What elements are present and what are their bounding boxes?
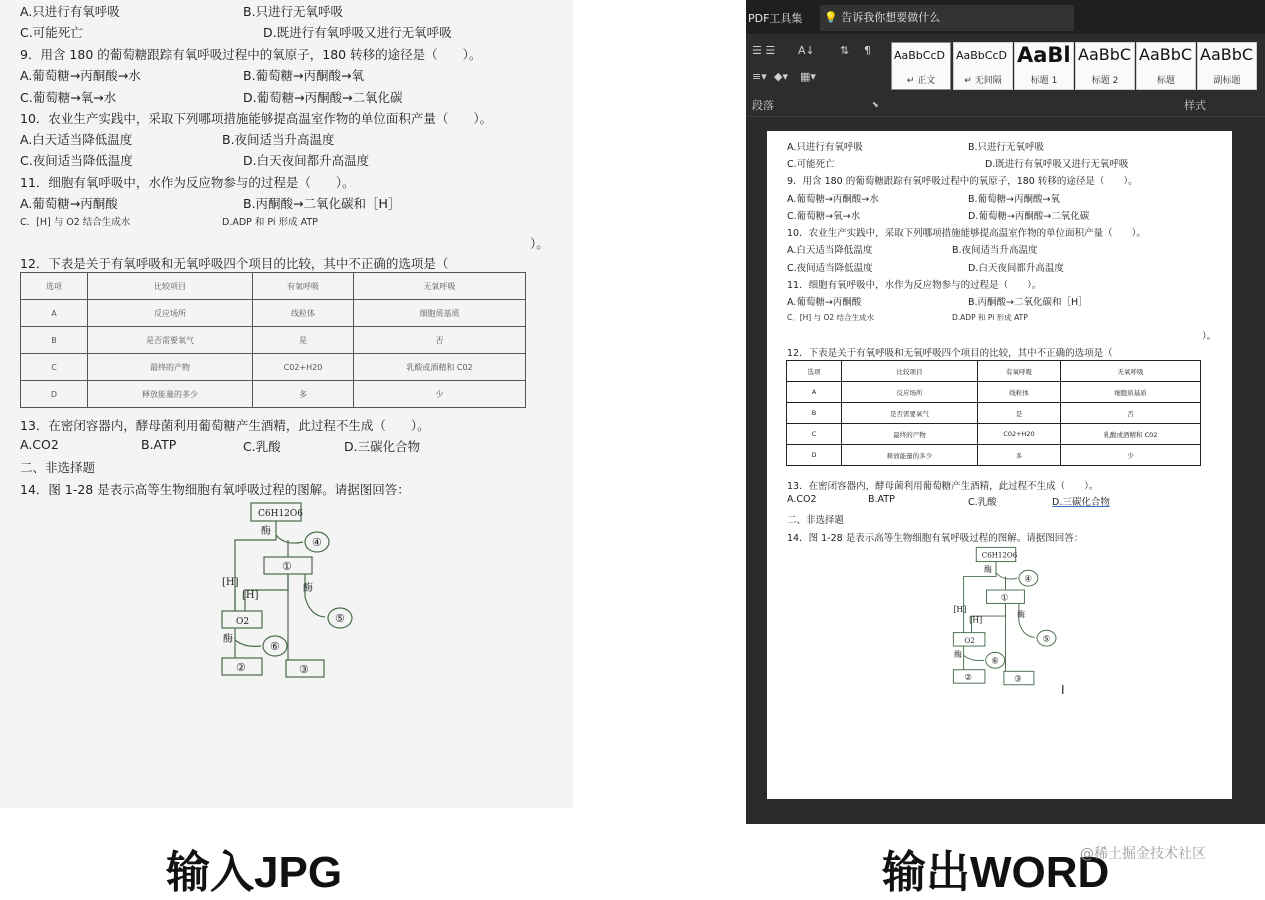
table-cell: 反应场所 — [842, 382, 978, 403]
input-label: 输入JPG — [166, 848, 343, 897]
label-2: ② — [236, 661, 246, 674]
table-cell: A — [787, 382, 842, 403]
label-5: ⑤ — [1042, 634, 1051, 645]
text-line: C.葡萄糖→氧→水 — [787, 211, 861, 222]
respiration-diagram — [215, 500, 375, 690]
text-line: B.ATP — [868, 494, 895, 505]
text-line: A.白天适当降低温度 — [787, 245, 873, 256]
table-header-cell: 有氧呼吸 — [978, 361, 1061, 382]
label-4: ④ — [312, 536, 322, 549]
table-cell: 否 — [1061, 403, 1201, 424]
style-name: 标题 — [1156, 76, 1175, 86]
enzyme-label: 酶 — [954, 650, 963, 660]
table-cell: 是 — [253, 327, 354, 354]
style-sample: AaBbC — [1200, 45, 1254, 64]
text-line: B.丙酮酸→二氧化碳和［H］ — [243, 196, 401, 211]
ribbon — [746, 34, 1265, 117]
tell-me-text: 告诉我你想要做什么 — [841, 11, 941, 24]
document-page[interactable] — [767, 131, 1232, 799]
text-line: 11．细胞有氧呼吸中，水作为反应物参与的过程是（ ）。 — [787, 280, 1042, 291]
table-header-cell: 有氧呼吸 — [253, 273, 354, 300]
table-cell: 细胞质基质 — [1061, 382, 1201, 403]
table-header-cell: 无氧呼吸 — [354, 273, 526, 300]
h-label: [H] — [222, 577, 239, 588]
h-label: [H] — [969, 615, 983, 625]
style-sample: AaBbC — [1139, 45, 1193, 64]
style-no-spacing[interactable] — [953, 42, 1013, 90]
text-line: A.只进行有氧呼吸 — [787, 142, 863, 153]
table-cell: 是否需要氧气 — [842, 403, 978, 424]
label-3: ③ — [1014, 674, 1022, 685]
style-name: ↵ 无间隔 — [964, 76, 1002, 86]
text-line: 14．图 1-28 是表示高等生物细胞有氧呼吸过程的图解。请据图回答： — [787, 533, 1084, 544]
table-header-cell: 选项 — [787, 361, 842, 382]
style-title[interactable] — [1136, 42, 1196, 90]
style-name: 副标题 — [1213, 76, 1241, 86]
style-sample: AaBl — [1017, 43, 1071, 67]
table-header-cell: 比较项目 — [88, 273, 253, 300]
table-header-row — [787, 361, 1201, 382]
table-row — [787, 445, 1201, 466]
table-cell: 是否需要氧气 — [88, 327, 253, 354]
table-cell: 少 — [354, 381, 526, 408]
table-cell: 释放能量的多少 — [842, 445, 978, 466]
table-cell: B — [787, 403, 842, 424]
label-3: ③ — [299, 663, 309, 676]
text-line: B.葡萄糖→丙酮酸→氧 — [968, 194, 1060, 205]
h-label: [H] — [953, 605, 967, 615]
text-line: 12．下表是关于有氧呼吸和无氧呼吸四个项目的比较，其中不正确的选项是（ — [20, 256, 449, 271]
text-line: C.夜间适当降低温度 — [787, 263, 873, 274]
text-line: D.既进行有氧呼吸又进行无氧呼吸 — [985, 159, 1129, 170]
lightbulb-icon: 💡 — [824, 11, 838, 24]
tab-pdf-tools[interactable]: PDF工具集 — [748, 12, 803, 25]
align-icon[interactable]: ☰ ☰ — [752, 44, 776, 57]
label-1: ① — [282, 560, 292, 573]
text-line: D.白天夜间都升高温度 — [243, 153, 370, 168]
text-line: B.夜间适当升高温度 — [222, 132, 335, 147]
comparison-table — [20, 272, 526, 408]
paragraph-group-label: 段落 — [752, 99, 774, 112]
enzyme-label: 酶 — [261, 526, 271, 537]
text-line: A.CO2 — [787, 494, 817, 505]
glucose-label: C6H12O6 — [981, 550, 1018, 560]
enzyme-label: 酶 — [984, 564, 993, 574]
table-cell: C02+H20 — [253, 354, 354, 381]
table-cell: 反应场所 — [88, 300, 253, 327]
text-line: B.葡萄糖→丙酮酸→氧 — [243, 68, 364, 83]
tell-me-search[interactable] — [820, 5, 1074, 31]
enzyme-label: 酶 — [1017, 609, 1026, 619]
label-6: ⑥ — [991, 656, 1000, 667]
table-row — [21, 327, 526, 354]
line-spacing-icon[interactable]: ≡▾ — [752, 70, 767, 83]
text-line: D.既进行有氧呼吸又进行无氧呼吸 — [263, 25, 452, 40]
style-name: ↵ 正文 — [906, 76, 936, 86]
enzyme-label: 酶 — [303, 583, 313, 594]
table-cell: 少 — [1061, 445, 1201, 466]
enzyme-label: 酶 — [223, 634, 233, 645]
text-line: A.白天适当降低温度 — [20, 132, 133, 147]
table-header-cell: 无氧呼吸 — [1061, 361, 1201, 382]
sort-order-icon[interactable]: ⇅ — [840, 44, 850, 57]
table-cell: A — [21, 300, 88, 327]
text-line: 13．在密闭容器内，酵母菌利用葡萄糖产生酒精，此过程不生成（ ）。 — [787, 481, 1099, 492]
table-header-cell: 比较项目 — [842, 361, 978, 382]
text-line: 二、非选择题 — [20, 460, 96, 475]
table-cell: 最终的产物 — [842, 424, 978, 445]
text-line: B.丙酮酸→二氧化碳和［H］ — [968, 297, 1088, 308]
text-cursor: I — [1061, 683, 1065, 697]
table-row — [787, 403, 1201, 424]
table-row — [21, 354, 526, 381]
label-5: ⑤ — [335, 612, 345, 625]
table-header-row — [21, 273, 526, 300]
sort-icon[interactable]: A↓ — [798, 44, 815, 57]
output-label: 输出WORD — [882, 848, 1110, 897]
text-line: C．[H] 与 O2 结合生成水 — [787, 313, 875, 322]
text-line: 9．用含 180 的葡萄糖跟踪有氧呼吸过程中的氧原子，180 转移的途径是（ ）。 — [787, 176, 1138, 187]
table-header-cell: 选项 — [21, 273, 88, 300]
o2-label: O2 — [964, 635, 975, 645]
style-sample: AaBbC — [1078, 45, 1132, 64]
table-row — [787, 382, 1201, 403]
text-line: 10．农业生产实践中，采取下列哪项措施能够提高温室作物的单位面积产量（ ）。 — [787, 228, 1146, 239]
label-6: ⑥ — [270, 640, 280, 653]
input-jpg-page — [0, 0, 573, 808]
text-line: D.葡萄糖→丙酮酸→二氧化碳 — [243, 90, 403, 105]
text-line: C.乳酸 — [243, 439, 281, 454]
table-cell: C02+H20 — [978, 424, 1061, 445]
word-window — [746, 0, 1265, 824]
table-cell: D — [21, 381, 88, 408]
label-1: ① — [1000, 593, 1009, 604]
label-4: ④ — [1024, 574, 1033, 585]
text-line: 二、非选择题 — [787, 515, 845, 526]
show-marks-icon[interactable]: ¶ — [864, 44, 871, 57]
table-cell: 最终的产物 — [88, 354, 253, 381]
text-line: A.葡萄糖→丙酮酸 — [20, 196, 118, 211]
table-cell: 线粒体 — [978, 382, 1061, 403]
text-line: C.可能死亡 — [20, 25, 83, 40]
table-row — [787, 424, 1201, 445]
comparison-table — [786, 360, 1201, 466]
text-line: A.葡萄糖→丙酮酸→水 — [787, 194, 879, 205]
text-line: 10．农业生产实践中，采取下列哪项措施能够提高温室作物的单位面积产量（ ）。 — [20, 111, 493, 126]
style-heading-1[interactable] — [1014, 42, 1074, 90]
text-line: D.ADP 和 Pi 形成 ATP — [952, 313, 1028, 322]
shading-icon[interactable]: ◆▾ — [774, 70, 788, 83]
glucose-label: C6H12O6 — [258, 509, 304, 519]
text-line: 11．细胞有氧呼吸中，水作为反应物参与的过程是（ ）。 — [20, 175, 355, 190]
text-line: D.葡萄糖→丙酮酸→二氧化碳 — [968, 211, 1090, 222]
style-name: 标题 2 — [1091, 76, 1119, 86]
watermark: @稀土掘金技术社区 — [1080, 846, 1206, 862]
table-cell: 细胞质基质 — [354, 300, 526, 327]
table-cell: 线粒体 — [253, 300, 354, 327]
text-line: 13．在密闭容器内，酵母菌利用葡萄糖产生酒精，此过程不生成（ ）。 — [20, 418, 430, 433]
text-line: B.夜间适当升高温度 — [952, 245, 1038, 256]
table-cell: C — [787, 424, 842, 445]
text-line: B.ATP — [141, 437, 177, 452]
table-cell: 释放能量的多少 — [88, 381, 253, 408]
table-row — [21, 300, 526, 327]
text-line: D.ADP 和 Pi 形成 ATP — [222, 217, 318, 228]
text-line: D.三碳化合物 — [1052, 497, 1110, 508]
style-subtitle[interactable] — [1197, 42, 1257, 90]
styles-group-label: 样式 — [1184, 99, 1206, 112]
table-cell: 是 — [978, 403, 1061, 424]
text-line: D.三碳化合物 — [344, 439, 421, 454]
word-titlebar — [746, 0, 1265, 34]
style-sample: AaBbCcD — [894, 49, 945, 62]
text-line: 12．下表是关于有氧呼吸和无氧呼吸四个项目的比较，其中不正确的选项是（ — [787, 348, 1113, 359]
style-normal[interactable] — [891, 42, 951, 90]
table-row — [21, 381, 526, 408]
text-line: B.只进行无氧呼吸 — [243, 4, 344, 19]
text-line: A.CO2 — [20, 437, 59, 452]
dialog-launcher-icon[interactable]: ⬊ — [872, 100, 879, 109]
text-line: ）。 — [1202, 331, 1217, 342]
table-cell: C — [21, 354, 88, 381]
text-line: 14．图 1-28 是表示高等生物细胞有氧呼吸过程的图解。请据图回答： — [20, 482, 410, 497]
table-cell: 乳酸或酒精和 C02 — [354, 354, 526, 381]
text-line: C.乳酸 — [968, 497, 997, 508]
text-line: D.白天夜间都升高温度 — [968, 263, 1064, 274]
text-line: C.葡萄糖→氧→水 — [20, 90, 117, 105]
text-line: B.只进行无氧呼吸 — [968, 142, 1045, 153]
text-line: C．[H] 与 O2 结合生成水 — [20, 217, 131, 228]
border-icon[interactable]: ▦▾ — [800, 70, 816, 83]
text-line: A.只进行有氧呼吸 — [20, 4, 120, 19]
style-name: 标题 1 — [1030, 76, 1058, 86]
table-cell: 乳酸或酒精和 C02 — [1061, 424, 1201, 445]
table-cell: 多 — [978, 445, 1061, 466]
table-cell: D — [787, 445, 842, 466]
table-cell: 否 — [354, 327, 526, 354]
text-line: C.可能死亡 — [787, 159, 835, 170]
h-label: [H] — [242, 590, 259, 601]
o2-label: O2 — [236, 617, 250, 627]
text-line: 9．用含 180 的葡萄糖跟踪有氧呼吸过程中的氧原子，180 转移的途径是（ ）。 — [20, 47, 482, 62]
respiration-diagram — [946, 545, 1076, 695]
table-cell: 多 — [253, 381, 354, 408]
text-line: A.葡萄糖→丙酮酸 — [787, 297, 862, 308]
table-cell: B — [21, 327, 88, 354]
text-line: A.葡萄糖→丙酮酸→水 — [20, 68, 141, 83]
style-sample: AaBbCcD — [956, 49, 1007, 62]
style-heading-2[interactable] — [1075, 42, 1135, 90]
label-2: ② — [964, 673, 973, 683]
text-line: ）。 — [530, 236, 549, 251]
text-line: C.夜间适当降低温度 — [20, 153, 133, 168]
